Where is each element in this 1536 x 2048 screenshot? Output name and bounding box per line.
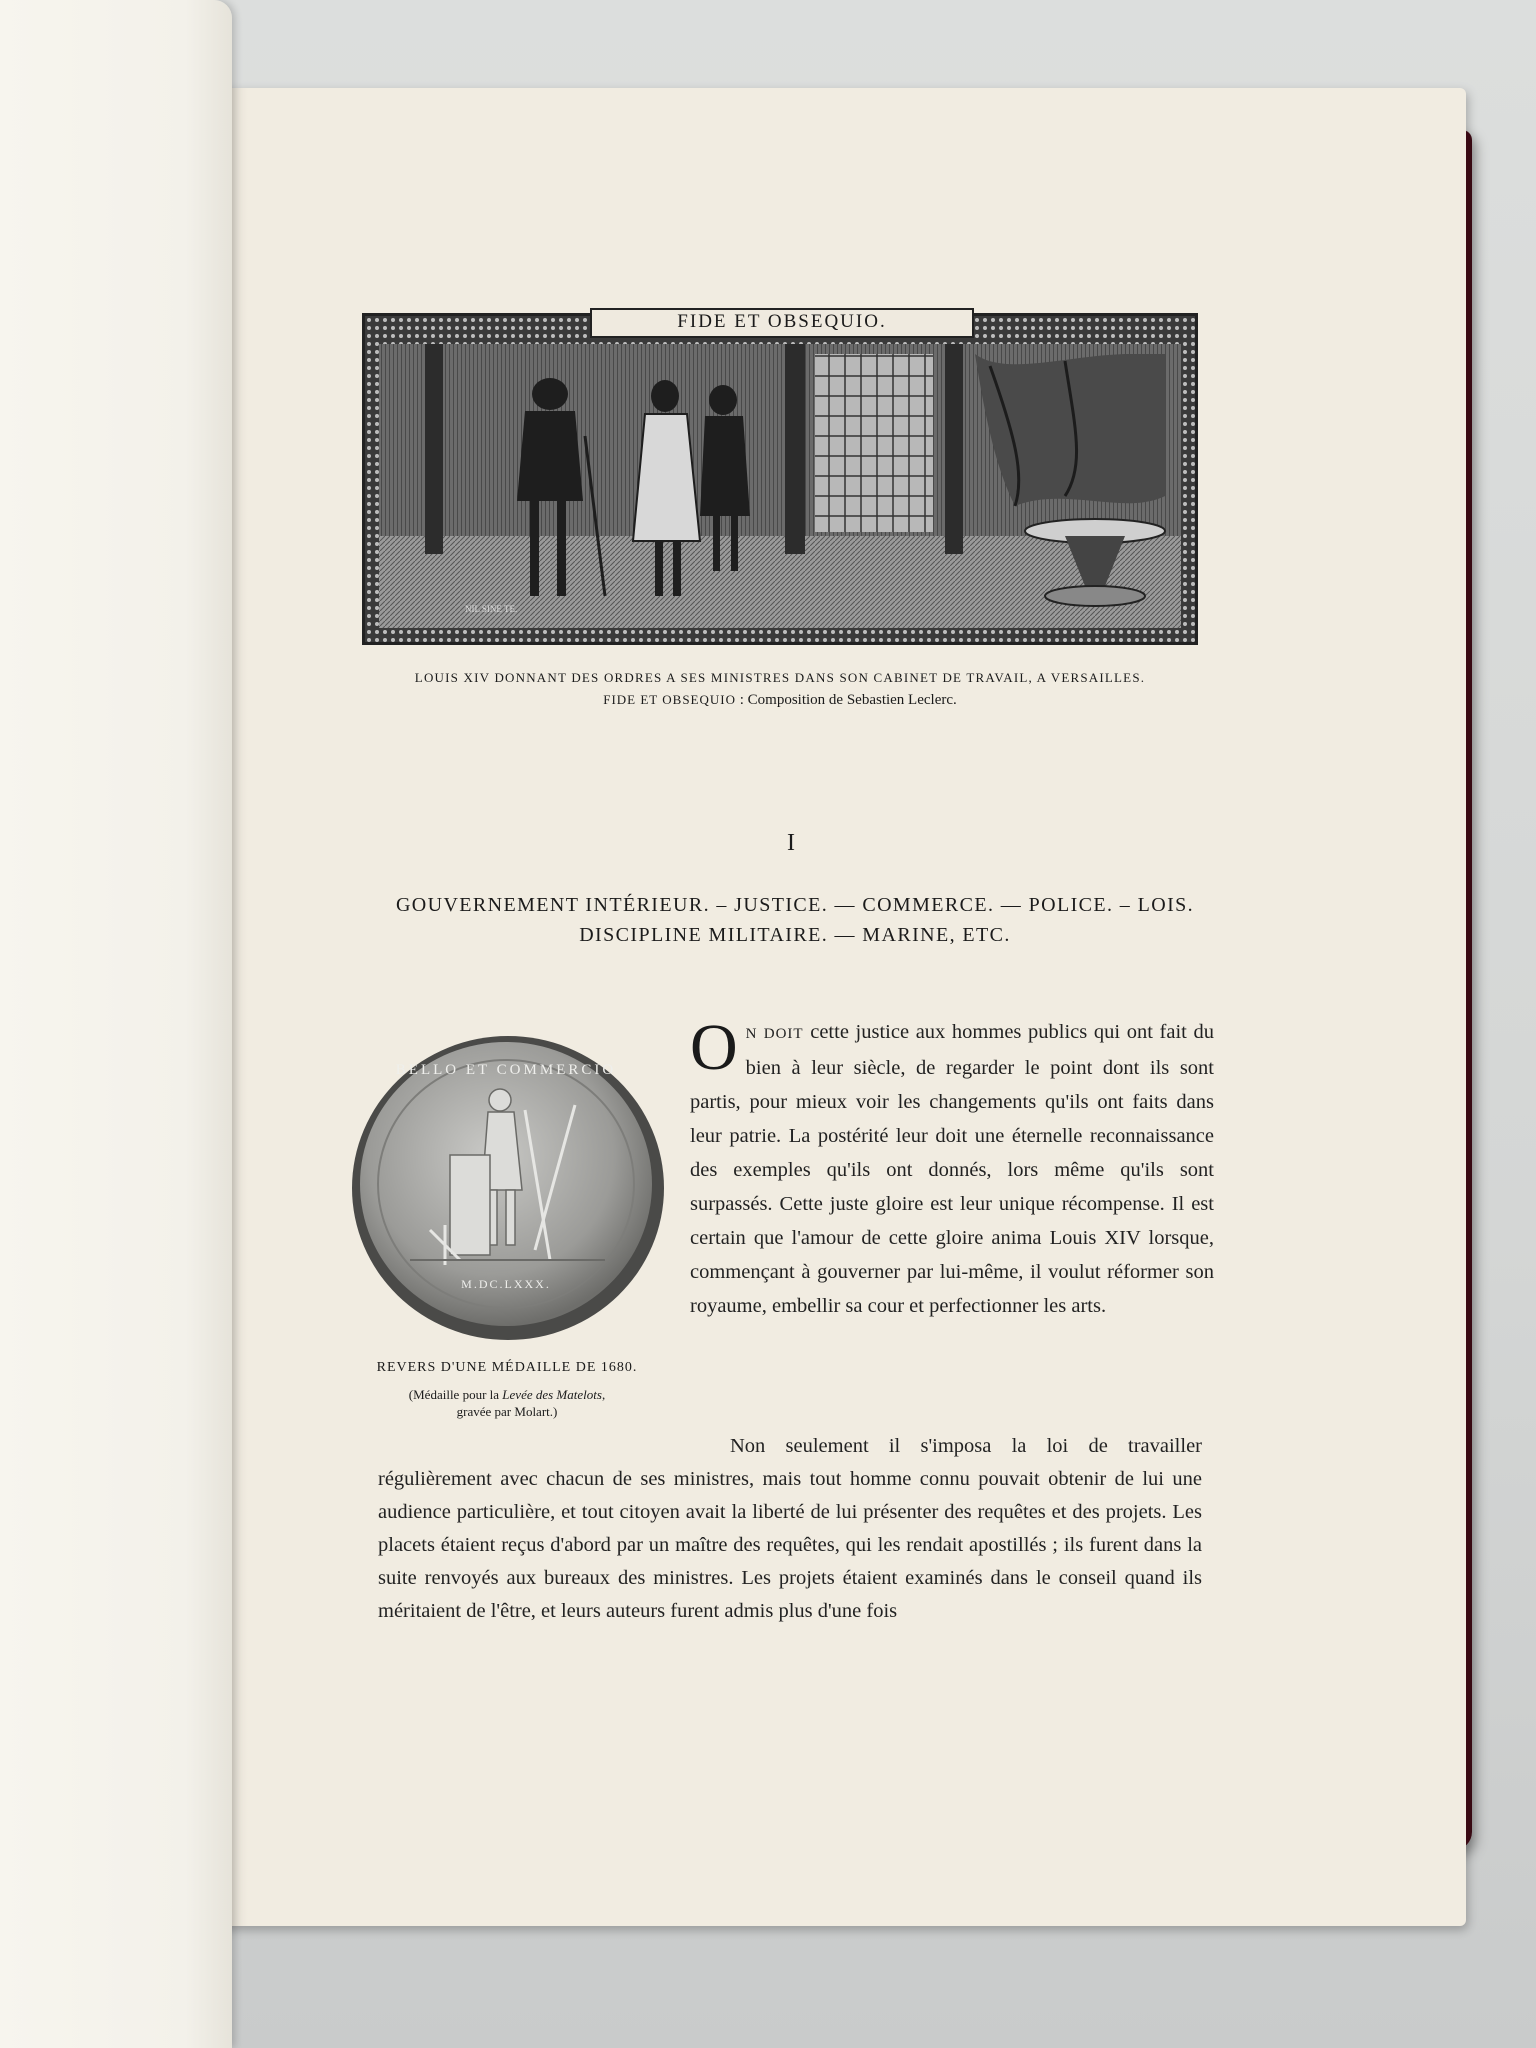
body-paragraph-1: [690, 1011, 1214, 1323]
engraving-caption-line1: LOUIS XIV DONNANT DES ORDRES A SES MINISTRES DANS SON CABINET DE TRAVAIL, A VERSAILLES.: [414, 670, 1146, 685]
medal-exergue: M.DC.LXXX.: [461, 1277, 551, 1291]
medal-note-post: ,: [601, 1387, 606, 1402]
medal-image: [350, 1030, 666, 1342]
body-paragraph-2: [378, 1430, 1202, 1628]
chapter-number: I: [787, 830, 795, 856]
paragraph-2-text: Non seulement il s'imposa la loi de travailler régulièrement avec chacun de ses ministres, mais tout homme connu pouvait obtenir de lui une audience particulière, et tout citoyen avait la liberté de lui présenter des requêtes et des projets. Les placets étaient reçus d'abord par un maître des requêtes, qui les rendait apostillés ; ils furent dans la suite renvoyés aux bureaux des ministres. Les projets étaient examinés dans le conseil quand ils méritaient de l'être, et leurs auteurs furent admis plus d'une fois: [378, 1435, 1202, 1622]
opening-small-caps: N DOIT: [745, 1026, 804, 1042]
medal-note-italic: Levée des Matelots: [502, 1387, 602, 1402]
caption-credit: : Composition de Sebastien Leclerc.: [735, 692, 957, 708]
engraving-caption: [362, 670, 1198, 709]
engraving-signature: NIL SINE TE.: [465, 604, 518, 614]
engraving-illustration: [365, 316, 1195, 642]
medal-legend: BELLO ET COMMERCIO: [395, 1062, 617, 1078]
chapter-title: [340, 890, 1250, 950]
chapter-title-line2: DISCIPLINE MILITAIRE. — MARINE, ETC.: [579, 924, 1011, 946]
medal-caption: [352, 1360, 662, 1420]
medal-caption-title: REVERS D'UNE MÉDAILLE DE 1680.: [376, 1360, 638, 1375]
paragraph-1-text: cette justice aux hommes publics qui ont fait du bien à leur siècle, de regarder le point dont ils sont partis, pour mieux voir les changements qu'ils ont faits dans leur patrie. La postérité leur doit une éternelle reconnaissance des exemples qu'ils ont donnés, lors même qu'ils sont surpassés. Cette juste gloire est leur unique récompense. Il est certain que l'amour de cette gloire anima Louis XIV lorsque, commençant à gouverner par lui-même, il voulut réformer son royaume, embellir sa cour et perfectionner les arts.: [690, 1021, 1214, 1317]
engraving-caption-line2: [362, 692, 1198, 709]
medal-caption-note: [352, 1386, 662, 1420]
chapter-title-line1: GOUVERNEMENT INTÉRIEUR. – JUSTICE. — COMMERCE. — POLICE. – LOIS.: [395, 894, 1195, 916]
engraving-plate: [362, 313, 1198, 645]
medal-note-line2: gravée par Molart.): [456, 1404, 558, 1419]
medal-note-pre: (Médaille pour la: [408, 1387, 503, 1402]
caption-motto: FIDE ET OBSEQUIO: [603, 692, 736, 707]
drop-cap: O: [690, 1011, 738, 1084]
engraving-banner: FIDE ET OBSEQUIO.: [590, 308, 974, 338]
left-page: [0, 0, 232, 2048]
